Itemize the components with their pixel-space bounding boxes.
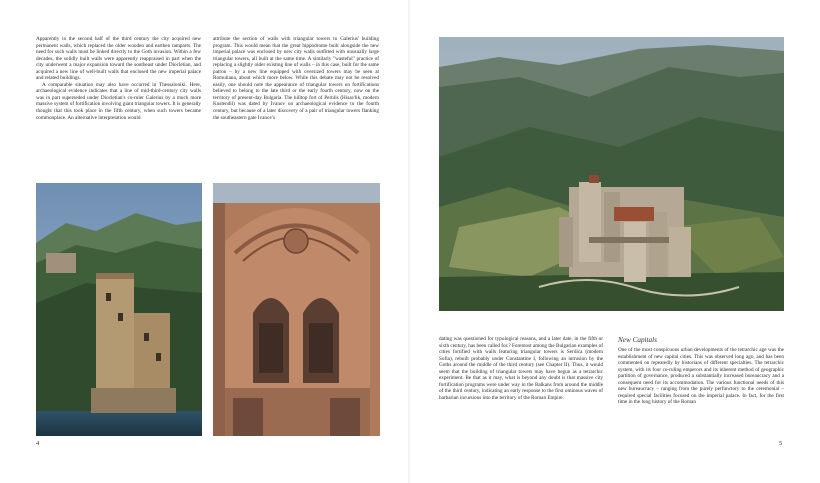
right-paragraph-1: dating was questioned for typological reasons, and a later date, in the fifth or sixth century, has been called for.? Foremost among the Bulgarian examples of cities fortified with walls featuring triangular towers is Serdica (modern Sofia), rebuilt probably under Constantine I, following an intrusion by the Goths around the middle of the third century (see Chapter II). Thus, it would seem that the building of triangular towers may have begun as a tetrarchic experiment. Be that as it may, what is beyond any doubt is that massive city fortification programs were under way in the Balkans from around the middle of the third century, indicating an early response to the first ominous waves of barbarian incursions into the territory of the Roman Empire. bbox=[439, 336, 603, 401]
right-paragraph-2: One of the most conspicuous urban developments of the tetrarchic age was the establishment of new capital cities. This was observed long ago, and has been commented on repeatedly by historians of different specialties. The tetrarchic system, with its four co-ruling emperors and its inherent method of geographic partition of governance, produced a substantially increased bureaucracy and a consequent need for its accommodation. The various functional needs of this new bureaucracy – ranging from the purely perfunctory to the ceremonial – required special facilities focused on the imperial palace. In fact, for the first time in the long history of the Roman bbox=[618, 347, 784, 406]
right-text-column-1 bbox=[439, 336, 603, 446]
left-text-column-2 bbox=[213, 36, 379, 176]
left-paragraph-3: attribute the section of walls with triangular towers to Galerius' building program. This would mean that the great hippodrome built alongside the new imperial palace was enclosed by new city walls outfitted with unusually large triangular towers, all built at the same time. A similarly "wasteful" practice of replacing a slightly older existing line of walls – in this case, built for the same patron – by a new line equipped with oversized towers may be seen at Romuliana, about which more below. While this debate may not be resolved easily, one should note the appearance of triangular towers on fortifications believed to belong to the late third or the early fourth century, now on the territory of present-day Bulgaria. The hilltop fort of Pernlis (Hisar/lik, modern Kustendil) was dated by Ivanov on archaeological evidence to the fourth century, but because of a later discovery of a pair of triangular towers flanking the southeastern gate Ivanov's bbox=[213, 36, 379, 121]
right-text-column-2 bbox=[618, 336, 784, 446]
photo-church-facade bbox=[213, 183, 380, 436]
left-paragraph-2: A comparable situation may also have occurred in Thessaloniki. Here, archaeological evidence indicates that a line of mid-third-century city walls was in part superseded under Diocletian's co-ruler Galerius by a much more massive system of fortification involving giant triangular towers. It is generally thought that this took place in the fifth century, when such towers became commonplace. An alternative interpretation would bbox=[36, 81, 201, 121]
left-text-column-1 bbox=[36, 36, 201, 176]
right-page-number: 5 bbox=[779, 440, 783, 447]
photo-coastal-tower bbox=[36, 183, 202, 436]
photo-hillside-monastery bbox=[439, 37, 784, 311]
left-paragraph-1: Apparently in the second half of the third century the city acquired new permanent walls, which replaced the older wooden and earthen ramparts. The need for such walls must be linked directly to the Goth invasion. Within a few decades, the solidly built walls were apparently reappraised in part when the city underwent a major expansion toward the southeast under Diocletian, and acquired a new line of well-built walls that enclosed the new imperial palace and related buildings. bbox=[36, 36, 201, 82]
left-page-number: 4 bbox=[36, 440, 40, 447]
section-subheading: New Capitals bbox=[618, 336, 657, 344]
